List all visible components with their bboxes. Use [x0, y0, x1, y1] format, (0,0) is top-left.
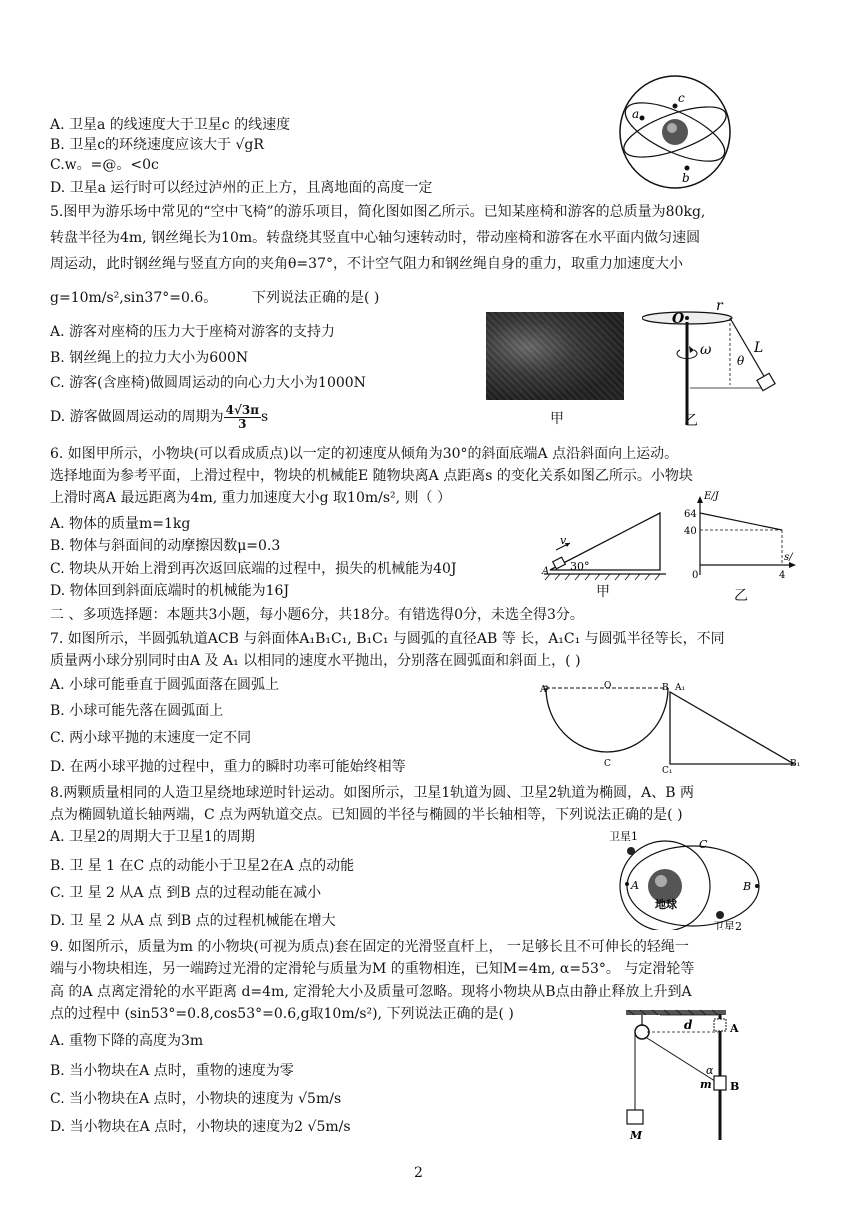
- pulley-label-big-m: M: [630, 1129, 643, 1142]
- q6-option-d: D. 物体回到斜面底端时的机械能为16J: [50, 583, 290, 599]
- pulley-label-b: B: [730, 1080, 740, 1093]
- fraction-numerator: 4√3π: [225, 402, 260, 417]
- arc-label-o: O: [604, 681, 612, 691]
- swing-caption-yi: 乙: [684, 413, 698, 429]
- q8-line-2: 点为椭圆轨道长轴两端，C 点为两轨道交点。已知圆的半径与椭圆的半长轴相等，下列说法正确的是( ): [50, 807, 683, 823]
- q8-line-1: 8.两颗质量相同的人造卫星绕地球逆时针运动。如图所示，卫星1轨道为圆、卫星2轨道为椭圆，A、B 两: [50, 785, 695, 801]
- q5-line-2: 转盘半径为4m, 钢丝绳长为10m。转盘绕其竖直中心轴匀速转动时，带动座椅和游客在水平面内做匀速圆: [50, 230, 701, 246]
- q4-option-c: C.w。=@。<0c: [50, 157, 159, 173]
- arc-incline-diagram: [536, 680, 808, 775]
- incline-label-angle: 30°: [570, 560, 590, 573]
- q8-option-a: A. 卫星2的周期大于卫星1的周期: [50, 829, 255, 845]
- q4-option-a: A. 卫星a 的线速度大于卫星c 的线速度: [50, 117, 291, 133]
- section-2-header: 二 、多项选择题：本题共3小题，每小题6分，共18分。有错选得0分，未选全得3分。: [50, 607, 584, 623]
- satellite-label-1: 卫星1: [609, 830, 638, 843]
- q5-option-a: A. 游客对座椅的压力大于座椅对游客的支持力: [50, 324, 336, 340]
- q5-option-d-text: D. 游客做圆周运动的周期为: [50, 409, 224, 425]
- q5-option-d-fraction: [224, 404, 261, 431]
- q7-option-d: D. 在两小球平抛的过程中，重力的瞬时功率可能始终相等: [50, 759, 406, 775]
- arc-label-b1: B₁: [790, 759, 801, 769]
- q8-option-c: C. 卫 星 2 从A 点 到B 点的过程动能在减小: [50, 885, 322, 901]
- q4-option-d: D. 卫星a 运行时可以经过泸州的正上方，且离地面的高度一定: [50, 180, 433, 196]
- q9-line-1: 9. 如图所示，质量为m 的小物块(可视为质点)套在固定的光滑竖直杆上， 一足够长且不可伸长的轻绳一: [50, 939, 689, 955]
- energy-graph-ytick-40: 40: [684, 526, 697, 537]
- swing-diagram: [642, 300, 792, 430]
- swing-label-r: r: [716, 300, 723, 314]
- pulley-label-alpha: α: [706, 1064, 714, 1077]
- orbit-label-c: c: [678, 91, 685, 105]
- q5-option-c: C. 游客(含座椅)做圆周运动的向心力大小为1000N: [50, 375, 366, 391]
- q5-line-4: g=10m/s²,sin37°=0.6。: [50, 290, 218, 306]
- q7-line-1: 7. 如图所示，半圆弧轨道ACB 与斜面体A₁B₁C₁, B₁C₁ 与圆弧的直径AB 等 长，A₁C₁ 与圆弧半径等长，不同: [50, 631, 725, 647]
- satellite-label-c: C: [699, 838, 708, 851]
- pulley-label-m: m: [700, 1078, 712, 1091]
- arc-label-c1: C₁: [662, 766, 673, 775]
- q6-option-c: C. 物块从开始上滑到再次返回底端的过程中，损失的机械能为40J: [50, 561, 457, 577]
- pulley-label-d: d: [684, 1018, 693, 1032]
- energy-graph-xtick-4: 4: [779, 570, 786, 581]
- energy-graph-caption-yi: 乙: [734, 588, 748, 604]
- q6-line-2: 选择地面为参考平面，上滑过程中，物块的机械能E 随物块离A 点距离s 的变化关系如图乙所示。小物块: [50, 468, 693, 484]
- orbit-label-b: b: [682, 171, 690, 185]
- q7-line-2: 质量两小球分别同时由A 及 A₁ 以相同的速度水平抛出，分别落在圆弧面和斜面上，( ): [50, 653, 581, 669]
- q6-line-1: 6. 如图甲所示，小物块(可以看成质点)以一定的初速度从倾角为30°的斜面底端A 点沿斜面向上运动。: [50, 446, 679, 462]
- pulley-label-a: A: [730, 1022, 739, 1035]
- q5-line-4-question: 下列说法正确的是( ): [252, 290, 380, 306]
- satellite-label-b: B: [743, 880, 752, 893]
- q9-line-4: 点的过程中 (sin53°=0.8,cos53°=0.6,g取10m/s²), 下列说法正确的是( ): [50, 1006, 514, 1022]
- arc-label-c: C: [604, 759, 611, 769]
- flying-chair-photo: [486, 312, 624, 400]
- q5-option-d-unit: s: [261, 409, 269, 425]
- q9-option-a: A. 重物下降的高度为3m: [50, 1033, 204, 1049]
- energy-graph-xlabel: s/: [784, 552, 793, 563]
- q9-line-3: 高 的A 点离定滑轮的水平距离 d=4m, 定滑轮大小及质量可忽略。现将小物块从B点由静止释放上升到A: [50, 984, 692, 1000]
- arc-label-a1: A₁: [675, 683, 686, 693]
- q7-option-a: A. 小球可能垂直于圆弧面落在圆弧上: [50, 677, 280, 693]
- satellite-label-a: A: [631, 879, 639, 892]
- swing-label-omega: ω: [700, 342, 712, 358]
- q6-line-3: 上滑时离A 最远距离为4m, 重力加速度大小g 取10m/s², 则（ ）: [50, 490, 452, 506]
- swing-label-l: L: [754, 340, 764, 356]
- incline-label-a: A: [542, 566, 550, 577]
- q7-option-c: C. 两小球平抛的末速度一定不同: [50, 730, 252, 746]
- photo-caption-jia: 甲: [550, 411, 564, 427]
- page-number: 2: [414, 1165, 423, 1181]
- incline-caption-jia: 甲: [596, 584, 610, 600]
- q9-option-b: B. 当小物块在A 点时，重物的速度为零: [50, 1063, 294, 1079]
- incline-diagram: [540, 508, 670, 583]
- q4-option-b: B. 卫星c的环绕速度应该大于 √gR: [50, 137, 264, 153]
- satellite-label-2: 卫星2: [713, 920, 742, 930]
- orbit-label-a: a: [632, 107, 640, 121]
- pulley-diagram: [620, 1008, 770, 1143]
- q6-option-b: B. 物体与斜面间的动摩擦因数μ=0.3: [50, 538, 281, 554]
- swing-label-o: O: [672, 311, 685, 327]
- q9-option-c: C. 当小物块在A 点时，小物块的速度为 √5m/s: [50, 1091, 342, 1107]
- satellite-label-earth: 地球: [655, 898, 677, 911]
- fraction-denominator: 3: [238, 416, 247, 431]
- arc-label-a: A: [540, 685, 547, 695]
- q8-option-d: D. 卫 星 2 从A 点 到B 点的过程机械能在增大: [50, 913, 336, 929]
- swing-label-theta: θ: [737, 354, 745, 368]
- satellite-orbits-diagram: [605, 826, 775, 930]
- q5-option-d: [50, 403, 268, 431]
- energy-graph-ylabel: E/J: [704, 491, 719, 502]
- q5-line-3: 周运动，此时钢丝绳与竖直方向的夹角θ=37°，不计空气阻力和钢丝绳自身的重力，取重力加速度大小: [50, 256, 683, 272]
- q6-option-a: A. 物体的质量m=1kg: [50, 516, 191, 532]
- q9-option-d: D. 当小物块在A 点时，小物块的速度为2 √5m/s: [50, 1119, 351, 1135]
- q7-option-b: B. 小球可能先落在圆弧面上: [50, 703, 224, 719]
- arc-label-b: B: [662, 683, 669, 693]
- q9-line-2: 端与小物块相连，另一端跨过光滑的定滑轮与质量为M 的重物相连，已知M=4m, α=53°。 与定滑轮等: [50, 961, 695, 977]
- q5-line-1: 5.图甲为游乐场中常见的“空中飞椅”的游乐项目，简化图如图乙所示。已知某座椅和游客的总质量为80kg,: [50, 204, 706, 220]
- q8-option-b: B. 卫 星 1 在C 点的动能小于卫星2在A 点的动能: [50, 858, 355, 874]
- energy-graph-xtick-0: 0: [692, 570, 699, 581]
- q5-option-b: B. 钢丝绳上的拉力大小为600N: [50, 350, 249, 366]
- energy-graph-ytick-64: 64: [684, 509, 697, 520]
- energy-graph: [680, 490, 800, 585]
- incline-label-v: v: [560, 534, 567, 547]
- orbits-figure: [612, 70, 742, 190]
